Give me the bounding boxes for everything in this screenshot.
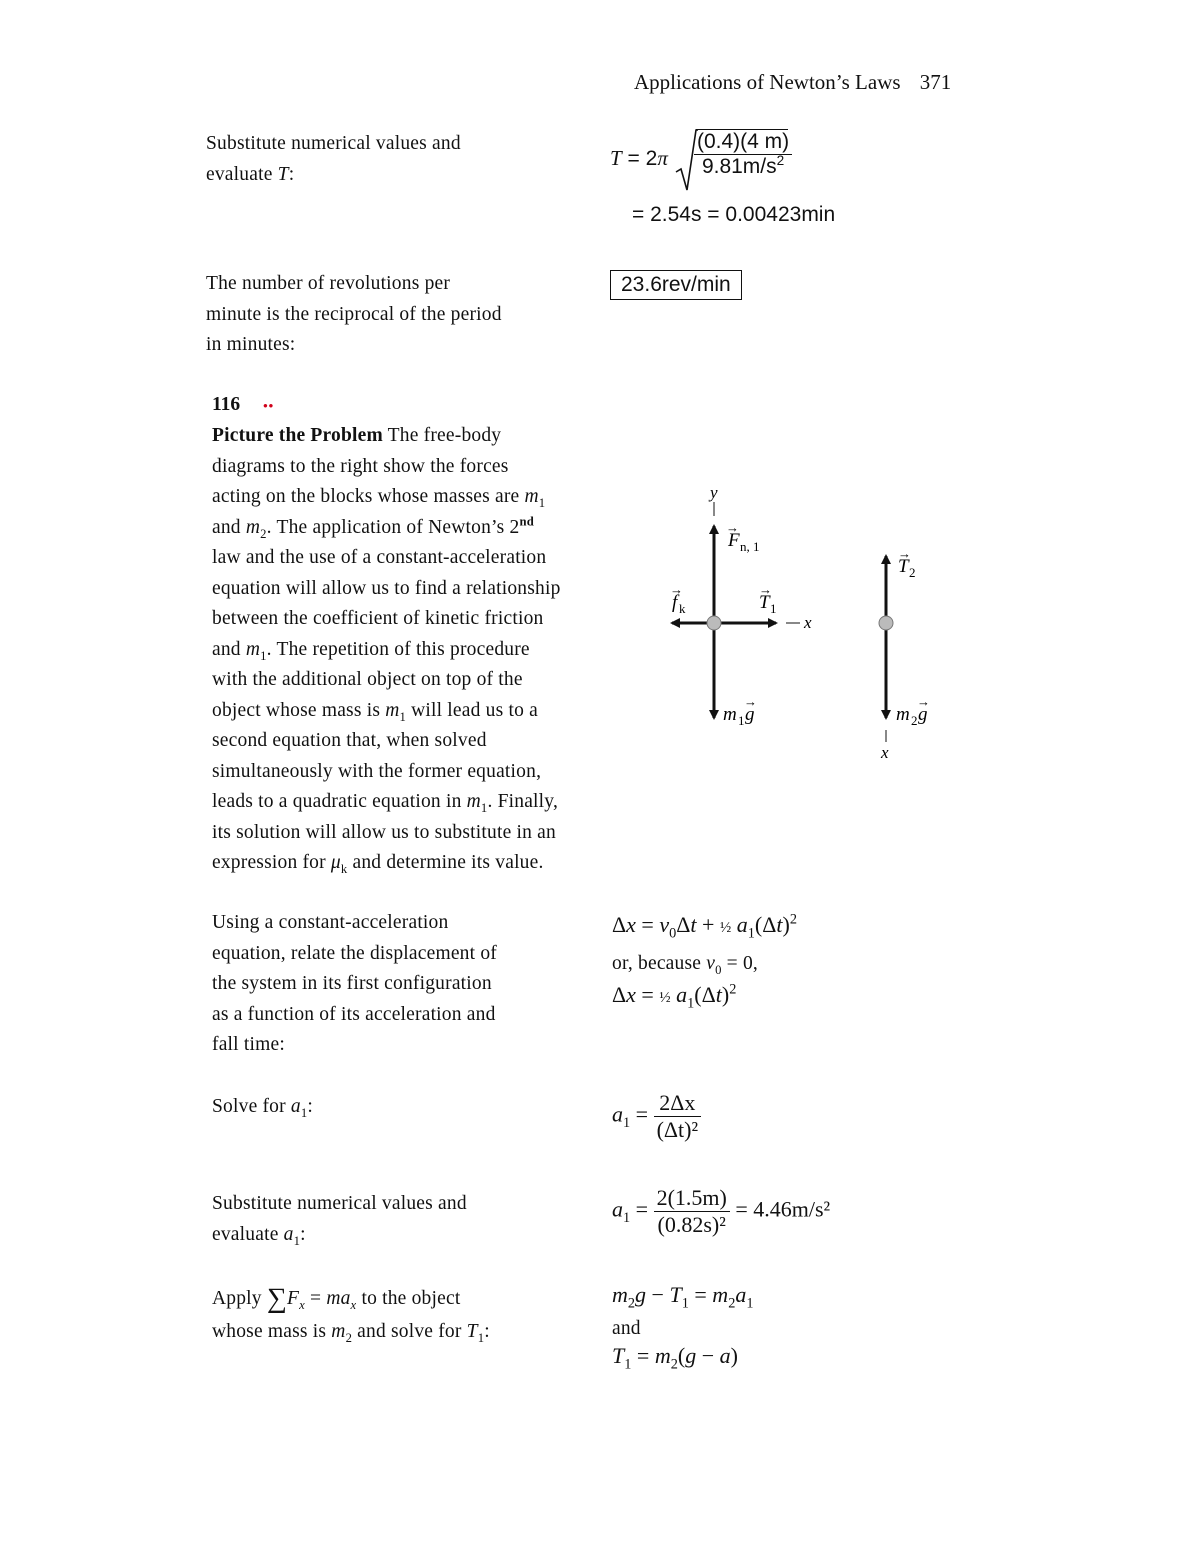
difficulty-dots: •• bbox=[263, 398, 275, 413]
step3-label bbox=[212, 1189, 467, 1250]
body-dot bbox=[879, 616, 893, 630]
step3-label-line: Substitute numerical values and bbox=[212, 1193, 467, 1214]
period-fraction bbox=[694, 130, 792, 179]
fbd-block-1 bbox=[670, 483, 812, 728]
ptp-line: with the additional object on top of the bbox=[212, 669, 523, 690]
step1-label-line: equation, relate the displacement of bbox=[212, 942, 497, 964]
kinematic-equation: $\Delta x = v_0\Delta t$ + ½ $a_1(\Delta t)^2$ bbox=[612, 911, 797, 942]
vector-arrow: → bbox=[759, 582, 772, 597]
kinematic-equation-reduced: Δx = ½ $a_1(\Delta t)^2$ bbox=[612, 981, 737, 1012]
ptp-line: its solution will allow us to substitute in an bbox=[212, 821, 556, 843]
weight2-label: m bbox=[896, 704, 910, 725]
section2-label-line: minute is the reciprocal of the period bbox=[206, 303, 502, 325]
step1-label-line: Using a constant-acceleration bbox=[212, 912, 449, 933]
chapter-title: Applications of Newton’s Laws bbox=[634, 70, 901, 94]
x-axis2-label: x bbox=[881, 743, 889, 762]
normal-force-label: F bbox=[728, 530, 740, 551]
vector-arrow: → bbox=[726, 520, 739, 535]
ptp-line: simultaneously with the former equation, bbox=[212, 760, 542, 782]
weight1-subscript: 1 bbox=[738, 713, 745, 728]
period-result: = 2.54s = 0.00423min bbox=[632, 203, 836, 226]
friction-subscript: k bbox=[679, 601, 686, 616]
ptp-line: and $m_2$. The application of Newton’s 2nd bbox=[212, 514, 534, 541]
a1-numeric-numerator: 2(1.5m) bbox=[654, 1185, 730, 1212]
free-body-diagrams bbox=[660, 480, 980, 770]
tension2-subscript: 2 bbox=[909, 565, 916, 580]
newton-equation: $m_2g - T_1 = m_2a_1$ bbox=[612, 1282, 754, 1312]
step1-label-line: fall time: bbox=[212, 1034, 285, 1055]
page-header bbox=[634, 70, 951, 95]
tension2-label: T bbox=[898, 556, 909, 577]
body-dot bbox=[707, 616, 721, 630]
weight1-label: m bbox=[723, 704, 737, 725]
ptp-heading: Picture the Problem bbox=[212, 425, 383, 446]
ptp-line: leads to a quadratic equation in $m_1$. Finally, bbox=[212, 791, 559, 815]
section2-label-line: in minutes: bbox=[206, 334, 296, 355]
ptp-line: diagrams to the right show the forces bbox=[212, 455, 509, 477]
period-denominator: $9.81m/s^2$ bbox=[701, 153, 785, 178]
y-axis-label: y bbox=[710, 483, 718, 502]
period-numerator: (0.4)(4 m) bbox=[694, 130, 792, 155]
ptp-line: object whose mass is $m_1$ will lead us to a bbox=[212, 699, 538, 724]
boxed-answer: 23.6rev/min bbox=[610, 270, 742, 300]
normal-force-subscript: n, 1 bbox=[740, 539, 760, 554]
tension1-label: T bbox=[759, 592, 770, 613]
step1-note: or, because $v_0 = 0$, bbox=[612, 953, 758, 977]
step1-label-line: the system in its first configuration bbox=[212, 973, 492, 994]
step3-label-line: evaluate $a_1$: bbox=[212, 1223, 306, 1248]
ptp-line: Picture the Problem The free-body bbox=[212, 425, 502, 446]
ptp-line: expression for $\mu_k$ and determine its value. bbox=[212, 852, 544, 876]
page-number: 371 bbox=[919, 70, 952, 94]
a1-expression: $a_1$ = $\frac{2\Delta x}{\text{(Δt)²}}$ bbox=[612, 1090, 701, 1143]
a1-numerator: 2Δx bbox=[654, 1090, 702, 1117]
a1-numeric-denominator: (0.82s)² bbox=[657, 1212, 726, 1237]
vector-arrow: → bbox=[670, 582, 683, 597]
ptp-line: acting on the blocks whose masses are $m_1$ bbox=[212, 486, 546, 510]
ptp-line: law and the use of a constant-acceleration bbox=[212, 547, 547, 568]
vector-arrow: → bbox=[917, 694, 930, 709]
fbd-block-2 bbox=[879, 546, 930, 762]
picture-the-problem bbox=[212, 421, 602, 879]
a1-numeric: $a_1$ = $\frac{2(1.5m)}{\text{(0.82s)²}}$ = 4.46m/s² bbox=[612, 1185, 831, 1237]
ptp-line: between the coefficient of kinetic friction bbox=[212, 608, 544, 629]
friction-label: f bbox=[672, 592, 678, 613]
section1-label-line: evaluate T: bbox=[206, 163, 295, 185]
step1-label-line: as a function of its acceleration and bbox=[212, 1003, 496, 1025]
step4-label bbox=[212, 1281, 490, 1348]
tension1-subscript: 1 bbox=[770, 601, 777, 616]
x-axis-label: x bbox=[804, 613, 812, 632]
a1-denominator: (Δt)² bbox=[656, 1117, 699, 1142]
a1-fraction bbox=[654, 1090, 702, 1143]
section2-label bbox=[206, 269, 502, 361]
vector-arrow: → bbox=[744, 694, 757, 709]
tension-equation: $T_1 = m_2(g - a)$ bbox=[612, 1343, 738, 1373]
section2-label-line: The number of revolutions per bbox=[206, 273, 451, 294]
section1-label bbox=[206, 129, 461, 190]
a1-numeric-result: = 4.46m/s² bbox=[735, 1196, 831, 1222]
ptp-line: and $m_1$. The repetition of this procedure bbox=[212, 638, 530, 663]
problem-number: 116 bbox=[212, 394, 241, 415]
and-text: and bbox=[612, 1318, 641, 1339]
step1-label bbox=[212, 908, 497, 1061]
problem-number-row bbox=[212, 394, 274, 416]
step2-label: Solve for $a_1$: bbox=[212, 1096, 314, 1120]
weight2-g: g bbox=[918, 704, 928, 725]
period-equation bbox=[610, 128, 870, 192]
ptp-line: second equation that, when solved bbox=[212, 730, 487, 751]
vector-arrow: → bbox=[898, 546, 911, 561]
period-lhs: T = 2π bbox=[610, 146, 668, 170]
section1-label-line: Substitute numerical values and bbox=[206, 133, 461, 154]
weight1-g: g bbox=[745, 704, 755, 725]
step4-label-line: Apply $\sum F_x = ma_x$ to the object bbox=[212, 1283, 461, 1314]
step4-label-line: whose mass is $m_2$ and solve for $T_1$: bbox=[212, 1321, 490, 1345]
weight2-subscript: 2 bbox=[911, 713, 918, 728]
ptp-line: equation will allow us to find a relationship bbox=[212, 577, 561, 599]
a1-numeric-fraction bbox=[654, 1185, 730, 1238]
